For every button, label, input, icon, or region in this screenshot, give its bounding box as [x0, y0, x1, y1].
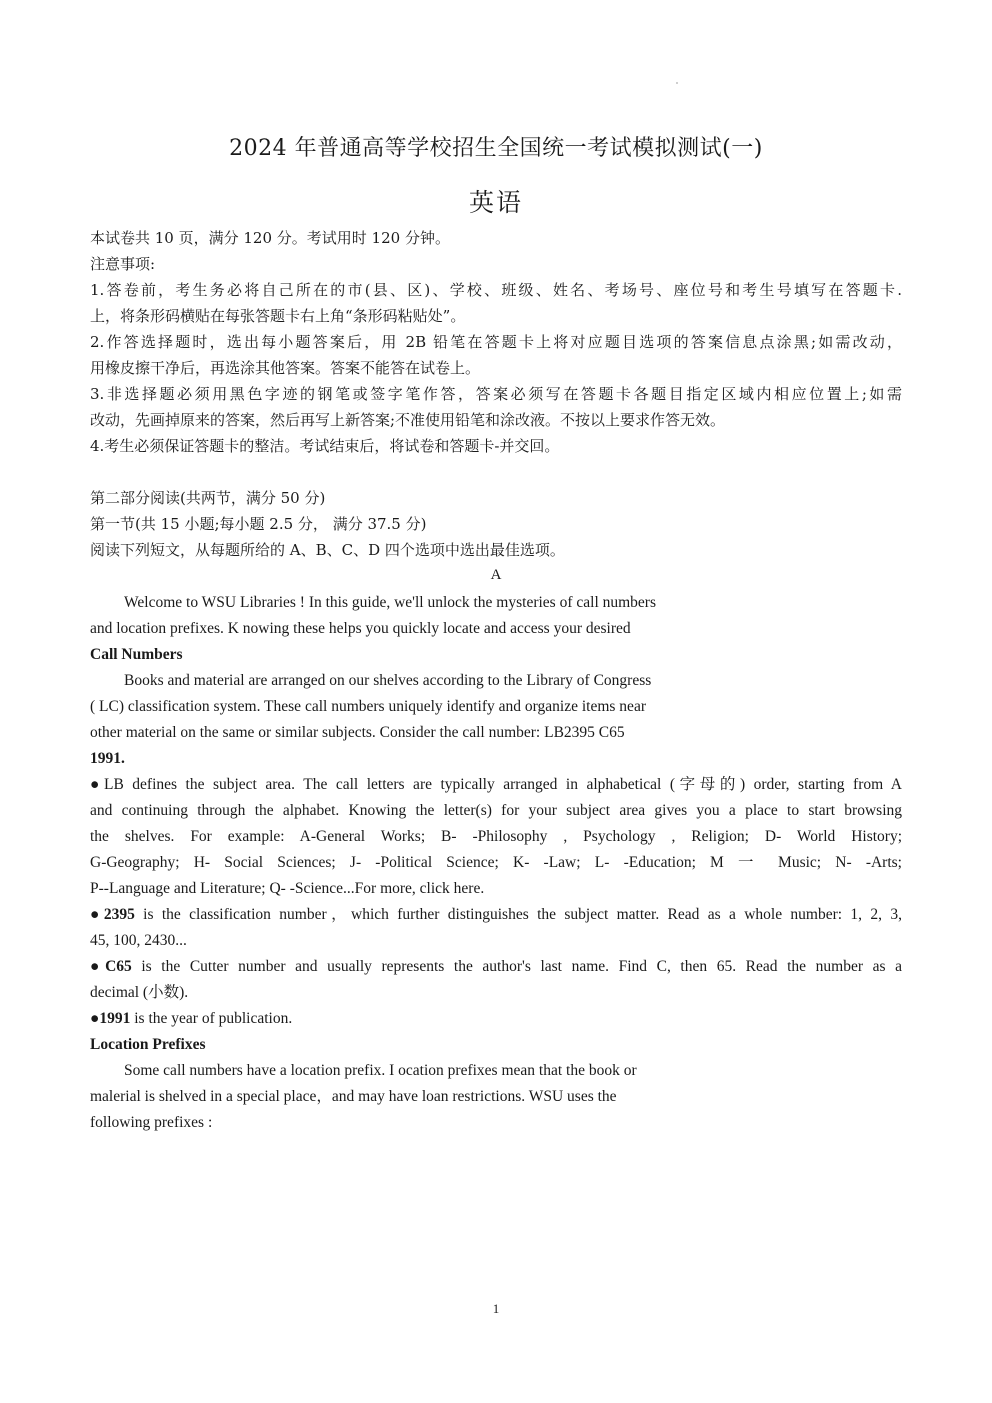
year-bullet: [90, 1009, 292, 1029]
bullet-text: is the classification number，which further distinguishes the subject matter. Read as a whole number: 1, 2, 3,: [134, 906, 902, 923]
page-number: 1: [492, 1301, 500, 1316]
year-line: 1991.: [90, 750, 125, 767]
call-numbers-heading: Call Numbers: [90, 646, 183, 663]
subsection-heading: 第一节(共 15 小题;每小题 2.5 分， 满分 37.5 分): [90, 515, 427, 533]
lb-bullet-line: G-Geography; H- Social Sciences; J- -Political Science; K- -Law; L- -Education; M 一 Music; N- -Arts;: [90, 854, 902, 871]
bullet-continuation: decimal (小数).: [90, 984, 189, 1001]
passage-line: other material on the same or similar subjects. Consider the call number: LB2395 C65: [90, 724, 625, 741]
location-prefixes-heading: Location Prefixes: [90, 1036, 206, 1053]
lb-bullet-line: and continuing through the alphabet. Knowing the letter(s) for your subject area gives you a place to start browsing: [90, 802, 902, 819]
bullet-term: ●C65: [90, 958, 132, 975]
lb-bullet-line: ●LB defines the subject area. The call letters are typically arranged in alphabetical (字母的) order, starting from A: [90, 776, 902, 793]
passage-line: Welcome to WSU Libraries ! In this guide, we'll unlock the mysteries of call numbers: [124, 594, 657, 611]
bullet-continuation: 45, 100, 2430...: [90, 932, 187, 949]
bullet-text: is the Cutter number and usually represents the author's last name. Find C, then 65. Read the number as a: [131, 958, 902, 975]
notice-heading: 注意事项:: [90, 255, 156, 273]
notice-line: 用橡皮擦干净后，再选涂其他答案。答案不能答在试卷上。: [90, 359, 481, 377]
exam-title: 2024 年普通高等学校招生全国统一考试模拟测试(一): [229, 136, 763, 161]
bullet-term: ●2395: [90, 906, 135, 923]
passage-line: malerial is shelved in a special place，and may have loan restrictions. WSU uses the: [90, 1088, 617, 1105]
passage-line: Some call numbers have a location prefix. I ocation prefixes mean that the book or: [124, 1062, 637, 1079]
passage-line: Books and material are arranged on our shelves according to the Library of Congress: [124, 672, 652, 689]
notice-line: 1.答卷前，考生务必将自己所在的市(县、区)、学校、班级、姓名、考场号、座位号和考生号填写在答题卡.: [90, 281, 902, 299]
part-heading: 第二部分阅读(共两节，满分 50 分): [90, 489, 326, 507]
passage-line: and location prefixes. K nowing these helps you quickly locate and access your desired: [90, 620, 631, 637]
pages-info: 本试卷共 10 页，满分 120 分。考试用时 120 分钟。: [90, 229, 450, 247]
passage-line: following prefixes :: [90, 1114, 213, 1131]
passage-line: ( LC) classification system. These call numbers uniquely identify and organize items near: [90, 698, 646, 715]
lb-bullet-line: P--Language and Literature; Q- -Science...For more, click here.: [90, 880, 485, 897]
bullet-term: ●1991: [90, 1010, 131, 1027]
lb-bullet-line: the shelves. For example: A-General Works; B- -Philosophy , Psychology , Religion; D- World History;: [90, 828, 902, 845]
subject-title: 英语: [468, 188, 523, 217]
notice-line: 3.非选择题必须用黑色字迹的钢笔或签字笔作答，答案必须写在答题卡各题目指定区域内相应位置上;如需: [90, 385, 902, 403]
notice-line: 改动，先画掉原来的答案，然后再写上新答案;不准使用铅笔和涂改液。不按以上要求作答无效。: [90, 411, 726, 429]
notice-line: 上，将条形码横贴在每张答题卡右上角“条形码粘贴处”。: [90, 307, 466, 325]
cutter-bullet: [90, 957, 902, 977]
classification-bullet: [90, 905, 902, 925]
notice-line: 2.作答选择题时，选出每小题答案后，用 2B 铅笔在答题卡上将对应题目选项的答案信息点涂黑;如需改动，: [90, 333, 902, 351]
passage-label: A: [490, 567, 502, 583]
notice-line: 4.考生必须保证答题卡的整洁。考试结束后，将试卷和答题卡-并交回。: [90, 437, 560, 455]
bullet-text: is the year of publication.: [130, 1010, 293, 1027]
scan-speck: [676, 82, 678, 84]
instruction-text: 阅读下列短文，从每题所给的 A、B、C、D 四个选项中选出最佳选项。: [90, 541, 565, 559]
